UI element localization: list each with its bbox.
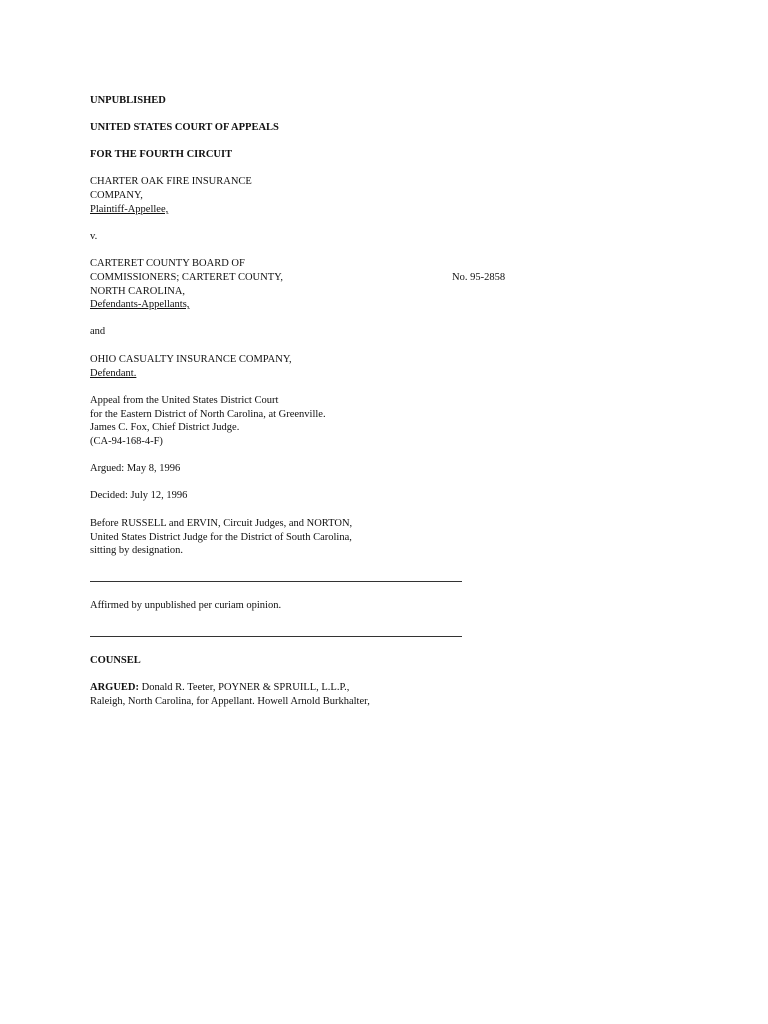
other-defendant-name: OHIO CASUALTY INSURANCE COMPANY, [90,354,292,365]
panel-line3: sitting by designation. [90,545,184,556]
defendant-name-line3: NORTH CAROLINA, [90,286,186,297]
other-defendant-role: Defendant. [90,368,137,379]
divider-bottom [90,636,462,637]
panel-line1: Before RUSSELL and ERVIN, Circuit Judges, and NORTON, [90,518,353,529]
and-label: and [90,326,106,337]
counsel-argued-line1 [90,681,349,695]
argued-text: Donald R. Teeter, POYNER & SPRUILL, L.L.P., [141,682,350,693]
plaintiff-role: Plaintiff-Appellee, [90,204,169,215]
disposition-text: Affirmed by unpublished per curiam opinion. [90,600,282,611]
docket-number: No. 95-2858 [452,272,506,283]
counsel-heading: COUNSEL [90,655,141,666]
circuit-name: FOR THE FOURTH CIRCUIT [90,149,233,160]
appeal-line3: James C. Fox, Chief District Judge. [90,422,240,433]
court-name: UNITED STATES COURT OF APPEALS [90,122,279,133]
unpublished-label: UNPUBLISHED [90,95,166,106]
defendant-name-line1: CARTERET COUNTY BOARD OF [90,258,245,269]
argued-date: Argued: May 8, 1996 [90,463,181,474]
divider-top [90,581,462,582]
decided-date: Decided: July 12, 1996 [90,490,188,501]
panel-line2: United States District Judge for the District of South Carolina, [90,532,352,543]
appeal-line1: Appeal from the United States District Court [90,395,279,406]
counsel-argued-line2: Raleigh, North Carolina, for Appellant. Howell Arnold Burkhalter, [90,696,370,707]
appeal-line2: for the Eastern District of North Carolina, at Greenville. [90,409,326,420]
plaintiff-name-line1: CHARTER OAK FIRE INSURANCE [90,176,252,187]
defendant-role: Defendants-Appellants, [90,299,190,310]
versus-label: v. [90,231,98,242]
appeal-line4: (CA-94-168-4-F) [90,436,163,447]
defendant-name-line2: COMMISSIONERS; CARTERET COUNTY, [90,272,283,283]
argued-label: ARGUED: [90,682,139,693]
plaintiff-name-line2: COMPANY, [90,190,143,201]
